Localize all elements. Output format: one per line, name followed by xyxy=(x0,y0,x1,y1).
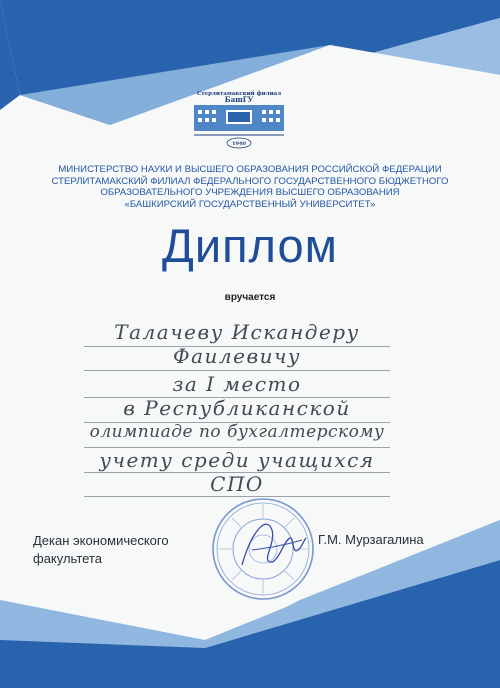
handwritten-line: олимпиаде по бухгалтерскому xyxy=(89,422,385,442)
dean-position-line1: Декан экономического xyxy=(33,533,169,548)
awarded-label: вручается xyxy=(224,292,276,303)
ministry-header xyxy=(40,164,460,210)
emblem-caption: Стерлитамакский филиал xyxy=(196,91,282,97)
dean-name: Г.М. Мурзагалина xyxy=(318,532,424,547)
handwritten-line: СПО xyxy=(210,472,264,496)
diploma-title: Диплом xyxy=(162,219,338,272)
ministry-line: СТЕРЛИТАМАКСКИЙ ФИЛИАЛ ФЕДЕРАЛЬНОГО ГОСУДАРСТВЕННОГО БЮДЖЕТНОГО xyxy=(51,175,449,187)
ministry-line: ОБРАЗОВАТЕЛЬНОГО УЧРЕЖДЕНИЯ ВЫСШЕГО ОБРАЗОВАНИЯ xyxy=(100,187,400,199)
dean-position xyxy=(33,532,169,568)
handwritten-signature xyxy=(232,510,312,580)
handwritten-line: учету среди учащихся xyxy=(99,448,375,472)
handwritten-line: в Республиканской xyxy=(123,396,351,420)
handwritten-line: Талачеву Искандеру xyxy=(114,320,360,344)
writing-line xyxy=(84,370,390,371)
ministry-line: «БАШКИРСКИЙ ГОСУДАРСТВЕННЫЙ УНИВЕРСИТЕТ» xyxy=(124,198,376,210)
handwritten-line: Фаилевичу xyxy=(172,344,302,368)
handwritten-line: за I место xyxy=(172,372,302,396)
emblem-year: 1940 xyxy=(232,141,246,147)
emblem-brand: БашГУ xyxy=(224,95,254,104)
dean-position-line2: факультета xyxy=(33,551,102,566)
ministry-line: МИНИСТЕРСТВО НАУКИ И ВЫСШЕГО ОБРАЗОВАНИЯ РОССИЙСКОЙ ФЕДЕРАЦИИ xyxy=(58,164,442,175)
university-emblem xyxy=(188,88,290,158)
